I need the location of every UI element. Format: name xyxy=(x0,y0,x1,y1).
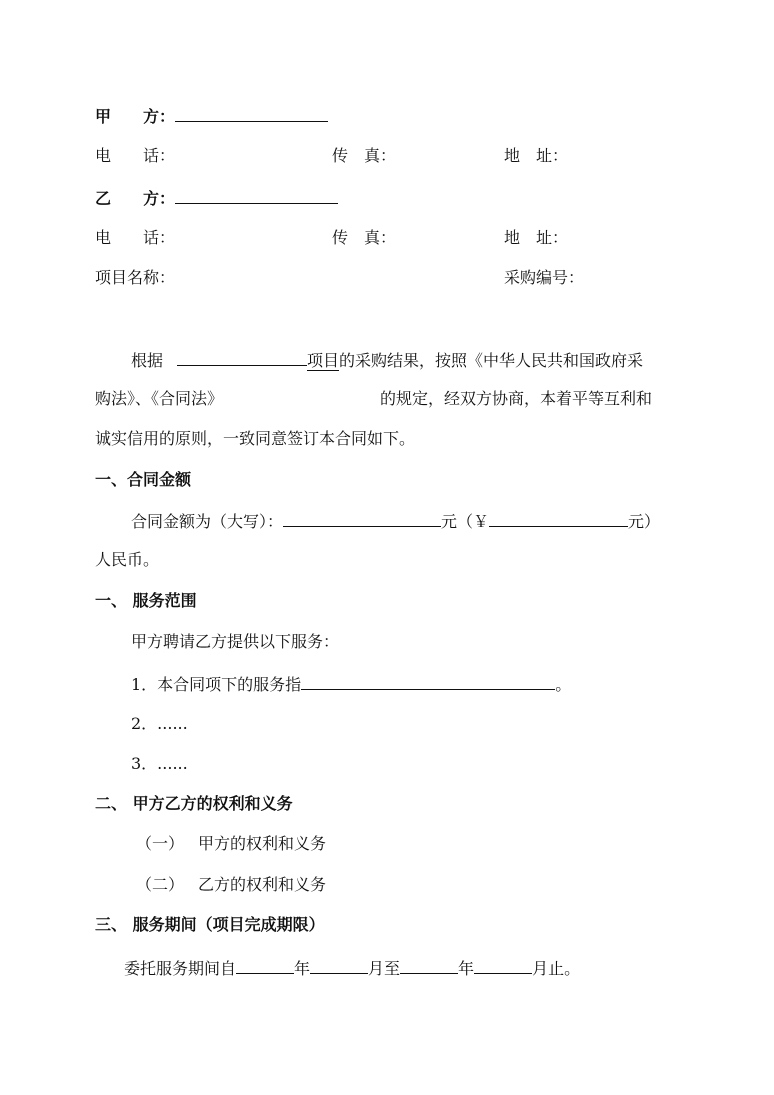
amount-label: 合同金额为（大写）： xyxy=(131,512,284,531)
project-name-blank[interactable] xyxy=(177,348,307,366)
preamble-project: 项目 xyxy=(307,351,340,370)
project-name-label: 项目名称： xyxy=(95,268,176,287)
party-a-name-field[interactable] xyxy=(175,104,328,122)
scope-item-2: 2．...... xyxy=(131,714,188,733)
party-a-label: 甲 方： xyxy=(95,107,176,126)
period-end-month-field[interactable] xyxy=(474,956,532,974)
party-a-address-label: 地 址： xyxy=(504,146,569,165)
rights-sub-1-num: （一） xyxy=(136,834,185,853)
period-end-year-field[interactable] xyxy=(400,956,458,974)
amount-currency: 人民币。 xyxy=(95,550,160,569)
amount-words-field[interactable] xyxy=(283,509,441,527)
amount-yuan-end: 元） xyxy=(628,512,661,531)
scope-item-1 xyxy=(131,672,571,694)
scope-item-1-label: 1．本合同项下的服务指 xyxy=(131,675,302,694)
period-year-1: 年 xyxy=(294,959,311,978)
period-line xyxy=(124,956,580,978)
rights-sub-1-text: 甲方的权利和义务 xyxy=(198,834,327,853)
amount-number-field[interactable] xyxy=(489,509,628,527)
party-b-phone-label: 电 话： xyxy=(95,228,176,247)
scope-item-3: 3．...... xyxy=(131,754,188,773)
amount-line xyxy=(131,509,660,531)
period-label: 委托服务期间自 xyxy=(124,959,237,978)
rights-sub-2 xyxy=(136,874,326,896)
party-a-phone-label: 电 话： xyxy=(95,146,176,165)
party-b-address-label: 地 址： xyxy=(504,228,569,247)
preamble-line-3: 诚实信用的原则，一致同意签订本合同如下。 xyxy=(95,429,416,448)
period-month-end: 月止。 xyxy=(532,959,581,978)
party-b-label: 乙 方： xyxy=(95,189,176,208)
rights-sub-1 xyxy=(136,833,326,855)
party-b-fax-label: 传 真： xyxy=(332,228,397,247)
preamble-start: 根据 xyxy=(131,351,164,370)
rights-sub-2-text: 乙方的权利和义务 xyxy=(198,875,327,894)
preamble-laws: 购法》、《合同法》 xyxy=(95,389,224,408)
party-a-line xyxy=(95,104,328,126)
period-start-year-field[interactable] xyxy=(236,956,294,974)
section-period-heading: 三、 服务期间（项目完成期限） xyxy=(95,915,325,934)
rights-sub-2-num: （二） xyxy=(136,875,185,894)
period-month-to: 月至 xyxy=(368,959,401,978)
preamble-line-1-end: 的采购结果，按照《中华人民共和国政府采 xyxy=(339,351,644,370)
scope-item-1-end: 。 xyxy=(555,675,572,694)
section-amount-heading: 一、合同金额 xyxy=(95,470,192,489)
party-a-fax-label: 传 真： xyxy=(332,146,397,165)
section-rights-heading: 二、 甲方乙方的权利和义务 xyxy=(95,794,293,813)
preamble-line-1 xyxy=(131,348,643,370)
amount-yuan-cny: 元（￥ xyxy=(441,512,490,531)
preamble-line-2-end: 的规定，经双方协商，本着平等互利和 xyxy=(380,389,653,408)
party-b-name-field[interactable] xyxy=(175,186,338,204)
scope-intro: 甲方聘请乙方提供以下服务： xyxy=(131,632,340,651)
period-year-2: 年 xyxy=(458,959,475,978)
scope-item-1-field[interactable] xyxy=(301,672,555,690)
section-scope-heading: 一、 服务范围 xyxy=(95,591,197,610)
period-start-month-field[interactable] xyxy=(310,956,368,974)
purchase-no-label: 采购编号： xyxy=(504,268,585,287)
party-b-line xyxy=(95,186,338,208)
